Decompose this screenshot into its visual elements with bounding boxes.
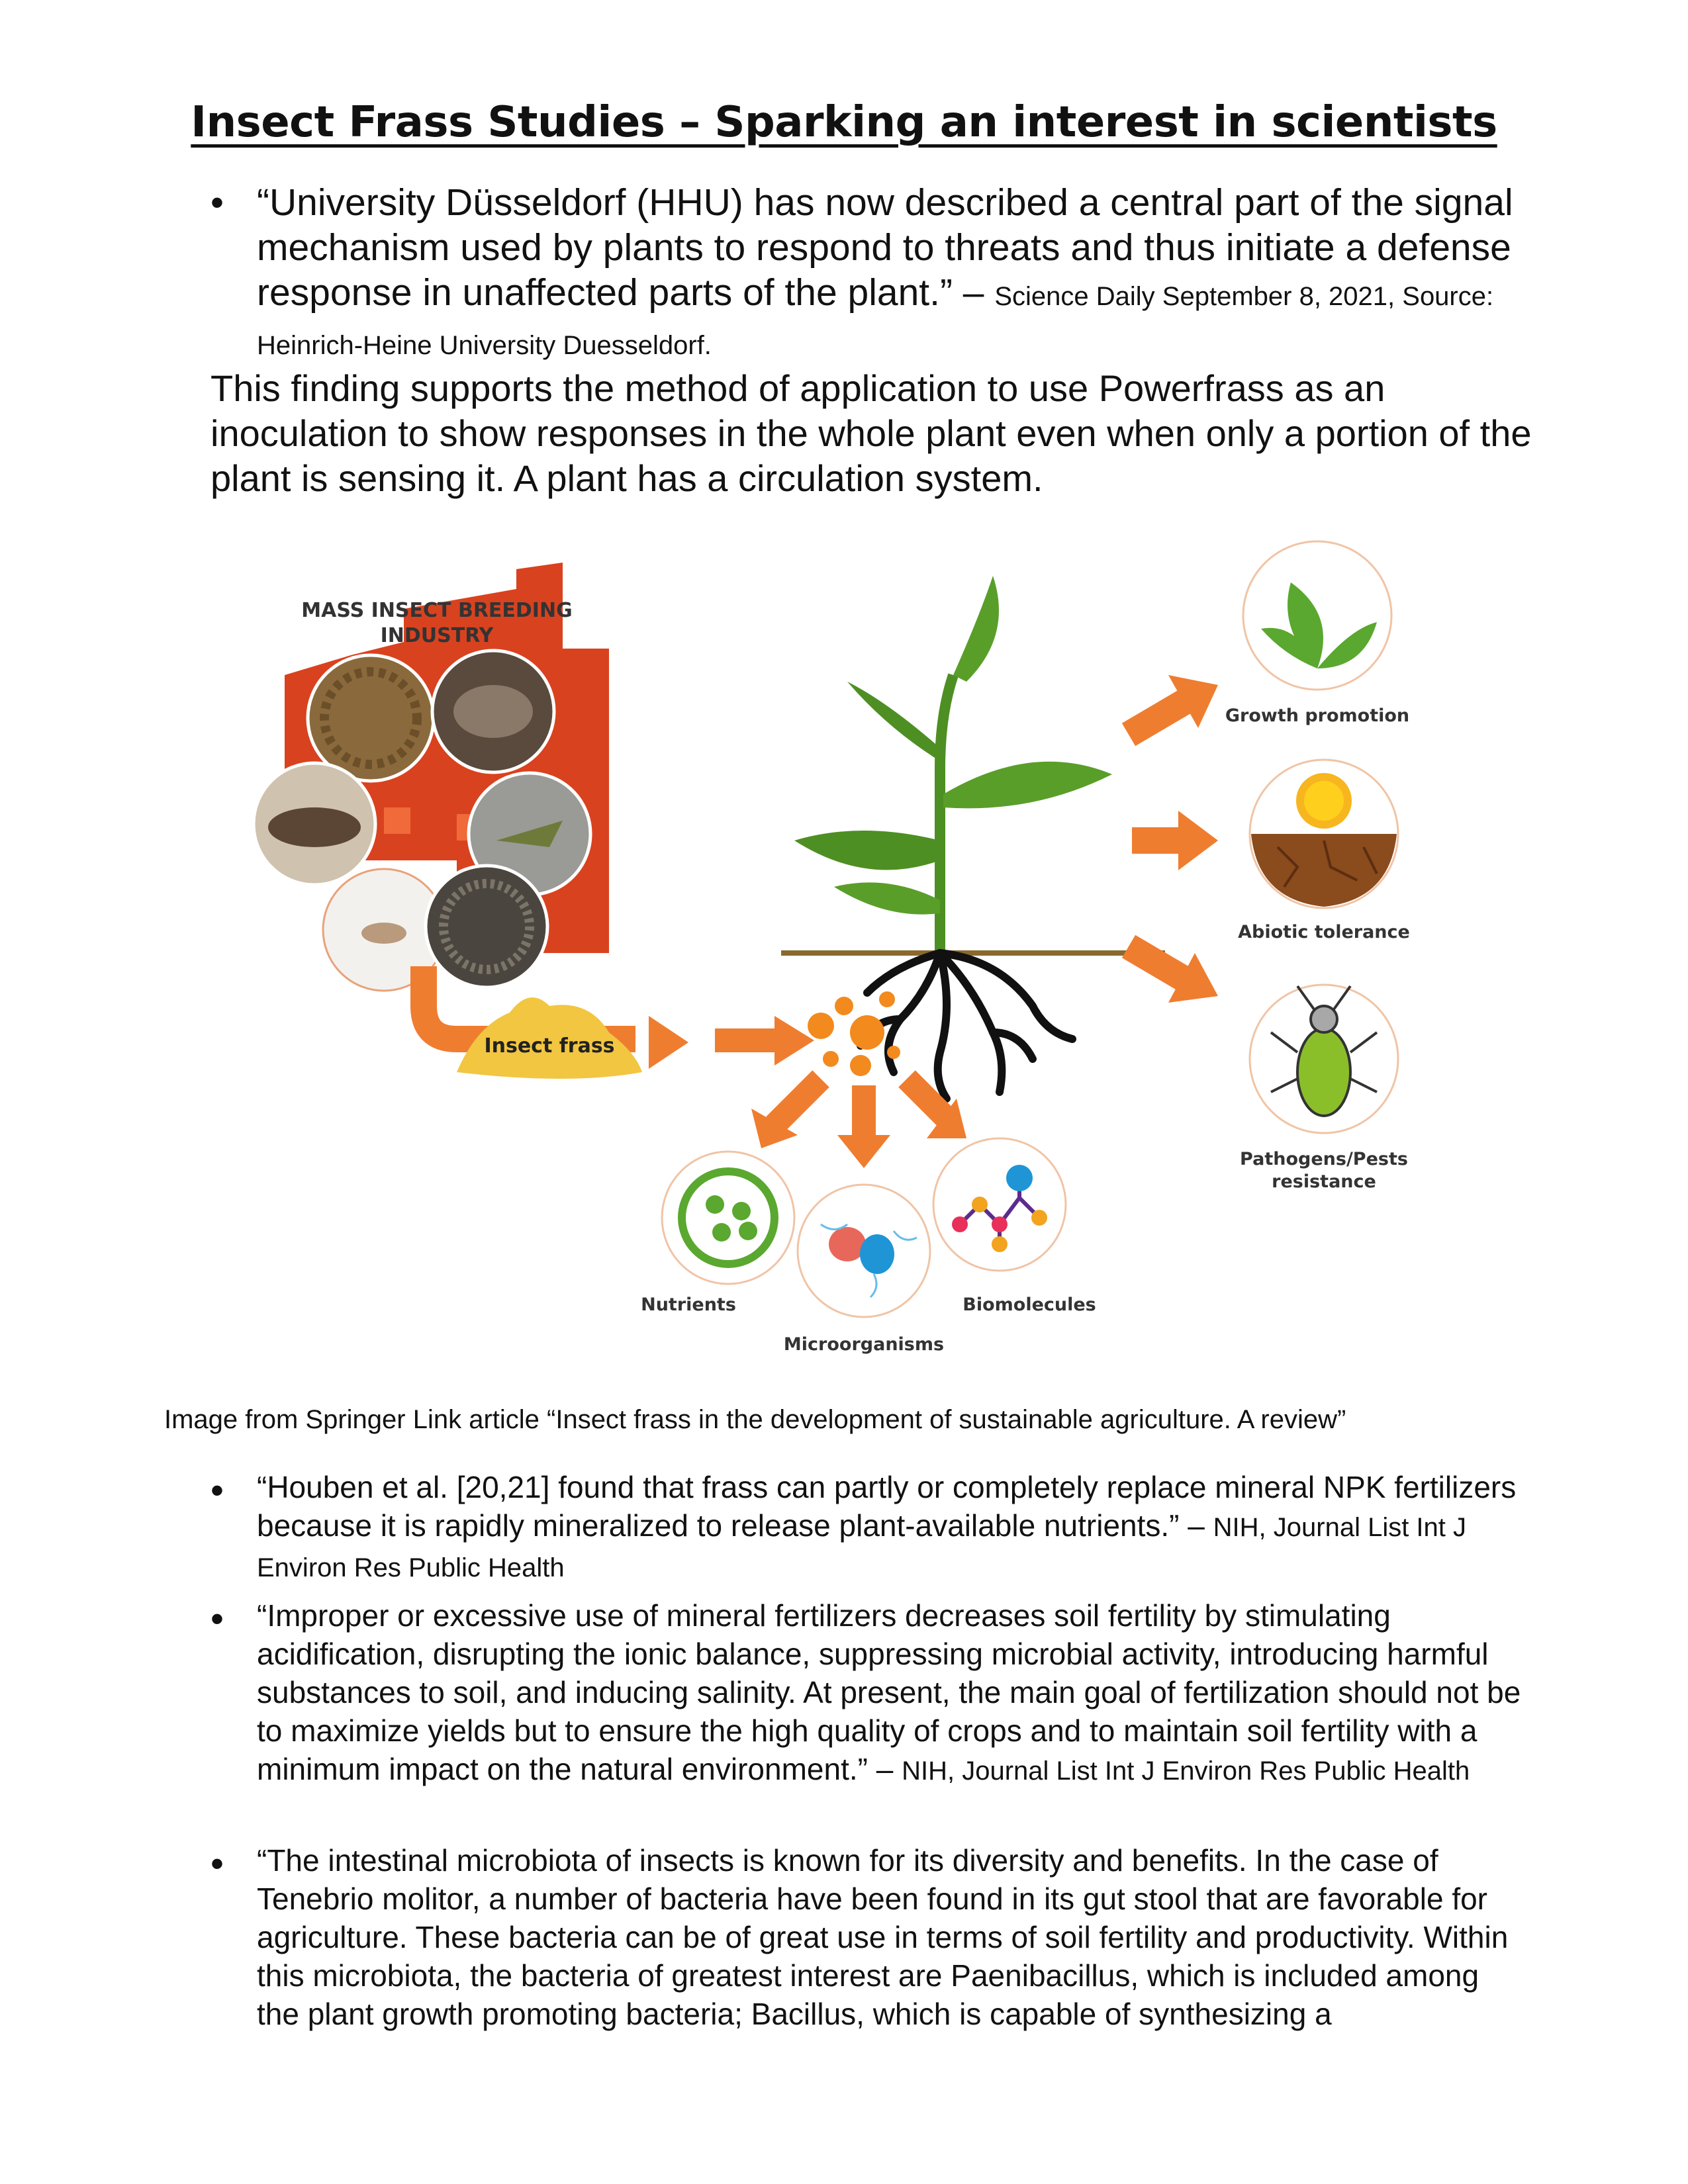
intro-paragraph: This finding supports the method of application to use Powerfrass as an inoculation to show responses in the whole plant even when only a portion of the plant is sensing it. A plant has a circulation system.: [211, 367, 1532, 499]
quote-1-text: “University Düsseldorf (HHU) has now described a central part of the signal mechanism used by plants to respond to threats and thus initiate a defense response in unaffected parts of the plant.” –: [257, 181, 1513, 314]
document-title: Insect Frass Studies – Sparking an interest in scientists: [191, 98, 1497, 147]
bullet-marker: •: [211, 181, 224, 224]
biomolecules-label: Biomolecules: [962, 1295, 1096, 1315]
bullet-marker: •: [211, 1843, 224, 1885]
frass-benefits-figure: [238, 529, 1430, 1377]
quote-2-source: NIH, Journal List Int J Environ Res Public Health: [257, 1513, 1467, 1582]
growth-label: Growth promotion: [1225, 705, 1410, 726]
quote-3-text: “Improper or excessive use of mineral fertilizers decreases soil fertility by stimulating acidification, disrupting the ionic balance, suppressing microbial activity, introducing harmful substances to soil, and inducing salinity. At present, the main goal of fertilization should not be to maximize yields but to ensure the high quality of crops and to maintain soil fertility with a minimum impact on the natural environment.” –: [257, 1598, 1521, 1786]
quote-4: [257, 1841, 1528, 2033]
plant-leaf-right: [943, 762, 1112, 809]
quote-3-source: NIH, Journal List Int J Environ Res Public Health: [902, 1756, 1470, 1786]
plant-leaf-left-top: [847, 682, 940, 761]
industry-label-2: INDUSTRY: [380, 624, 494, 647]
figure-caption: Image from Springer Link article “Insect frass in the development of sustainable agriculture. A review”: [164, 1405, 1346, 1434]
quote-2-text: “Houben et al. [20,21] found that frass can partly or completely replace mineral NPK fertilizers because it is rapidly mineralized to release plant-available nutrients.” –: [257, 1470, 1517, 1543]
plant-roots: [861, 953, 1072, 1099]
quote-1-source: Science Daily September 8, 2021, Source: Heinrich-Heine University Duesseldorf.: [257, 282, 1494, 360]
bullet-marker: •: [211, 1469, 224, 1512]
bullet-marker: •: [211, 1598, 224, 1640]
pests-label-2: resistance: [1272, 1171, 1376, 1192]
frass-label: Insect frass: [484, 1034, 615, 1058]
nutrients-label: Nutrients: [641, 1295, 736, 1315]
abiotic-label: Abiotic tolerance: [1238, 922, 1410, 942]
plant-leaf-top: [953, 576, 999, 682]
plant-stem: [940, 675, 953, 953]
quote-1: [257, 180, 1554, 368]
quote-4-text: “The intestinal microbiota of insects is known for its diversity and benefits. In the case of Tenebrio molitor, a number of bacteria have been found in its gut stool that are favorable for agriculture. These bacteria can be of great use in terms of soil fertility and productivity. Within this microbiota, the bacteria of greatest interest are Paenibacillus, which is included among the plant growth promoting bacteria; Bacillus, which is capable of synthesizing a: [257, 1843, 1509, 2031]
plant-leaf-left-bottom: [794, 831, 940, 870]
pests-label-1: Pathogens/Pests: [1240, 1149, 1408, 1169]
quote-2: [257, 1468, 1521, 1587]
industry-label-1: MASS INSECT BREEDING: [301, 599, 573, 622]
microorganisms-label: Microorganisms: [783, 1334, 945, 1355]
quote-3: [257, 1596, 1528, 1790]
